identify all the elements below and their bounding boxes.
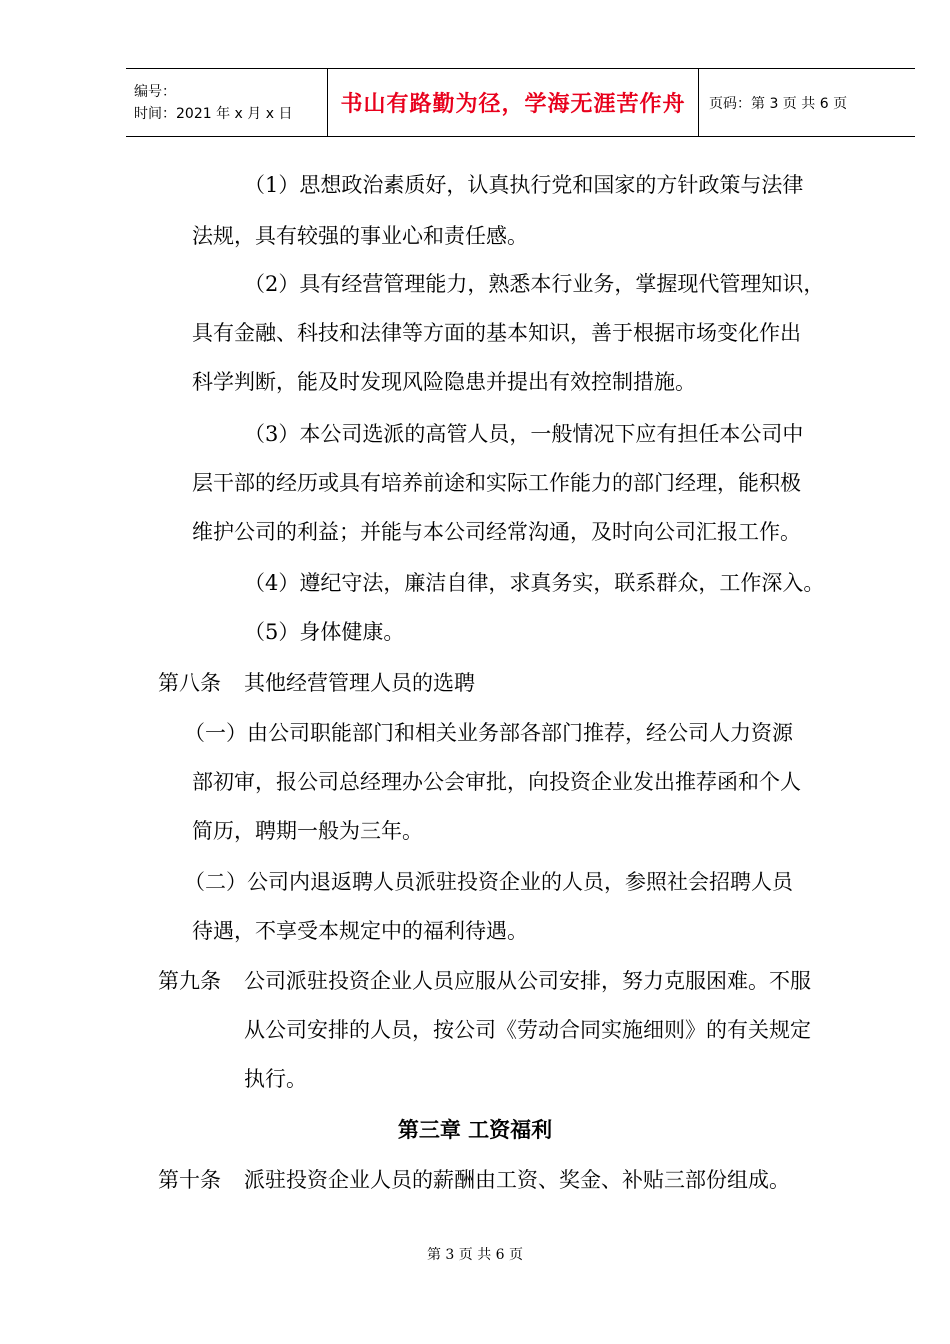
article-9-line-1: 公司派驻投资企业人员应服从公司安排，努力克服困难。不服 <box>244 969 811 993</box>
article-9-label: 第九条 <box>158 969 221 993</box>
page-footer: 第 3 页 共 6 页 <box>426 1247 524 1263</box>
para-2-line-3: 科学判断，能及时发现风险隐患并提出有效控制措施。 <box>192 370 696 394</box>
number-label: 编号： <box>134 83 176 100</box>
article-8-item-1-line-2: 部初审，报公司总经理办公会审批，向投资企业发出推荐函和个人 <box>192 770 801 794</box>
article-10-text: 派驻投资企业人员的薪酬由工资、奖金、补贴三部份组成。 <box>244 1168 790 1192</box>
motto-text: 书山有路勤为径，学海无涯苦作舟 <box>340 91 686 117</box>
header-motto-cell <box>327 69 699 136</box>
article-8-item-2-line-1: （二）公司内退返聘人员派驻投资企业的人员，参照社会招聘人员 <box>184 870 793 894</box>
article-8-label: 第八条 <box>158 671 221 695</box>
article-8-item-2-line-2: 待遇，不享受本规定中的福利待遇。 <box>192 919 528 943</box>
article-10-label: 第十条 <box>158 1168 221 1192</box>
article-9-line-3: 执行。 <box>244 1067 307 1091</box>
article-8-item-1-line-1: （一）由公司职能部门和相关业务部各部门推荐，经公司人力资源 <box>184 721 793 745</box>
para-1-line-1: （1）思想政治素质好，认真执行党和国家的方针政策与法律 <box>244 173 804 197</box>
para-4: （4）遵纪守法，廉洁自律，求真务实，联系群众，工作深入。 <box>244 571 825 595</box>
chapter-3-heading: 第三章 工资福利 <box>397 1118 553 1142</box>
article-8-title: 其他经营管理人员的选聘 <box>244 671 475 695</box>
para-5: （5）身体健康。 <box>244 620 405 644</box>
para-2-line-1: （2）具有经营管理能力，熟悉本行业务，掌握现代管理知识， <box>244 272 825 296</box>
time-label: 时间：2021 年 x 月 x 日 <box>134 105 293 122</box>
para-2-line-2: 具有金融、科技和法律等方面的基本知识，善于根据市场变化作出 <box>192 321 801 345</box>
para-3-line-1: （3）本公司选派的高管人员，一般情况下应有担任本公司中 <box>244 422 804 446</box>
article-9-line-2: 从公司安排的人员，按公司《劳动合同实施细则》的有关规定 <box>244 1018 811 1042</box>
para-3-line-3: 维护公司的利益；并能与本公司经常沟通，及时向公司汇报工作。 <box>192 520 801 544</box>
header-left-cell <box>126 69 327 136</box>
page-info-text: 页码：第 3 页 共 6 页 <box>709 95 848 112</box>
article-8-item-1-line-3: 简历，聘期一般为三年。 <box>192 819 423 843</box>
header-page-info <box>699 69 915 136</box>
para-1-line-2: 法规，具有较强的事业心和责任感。 <box>192 224 528 248</box>
para-3-line-2: 层干部的经历或具有培养前途和实际工作能力的部门经理，能积极 <box>192 471 801 495</box>
page-header <box>126 68 915 137</box>
